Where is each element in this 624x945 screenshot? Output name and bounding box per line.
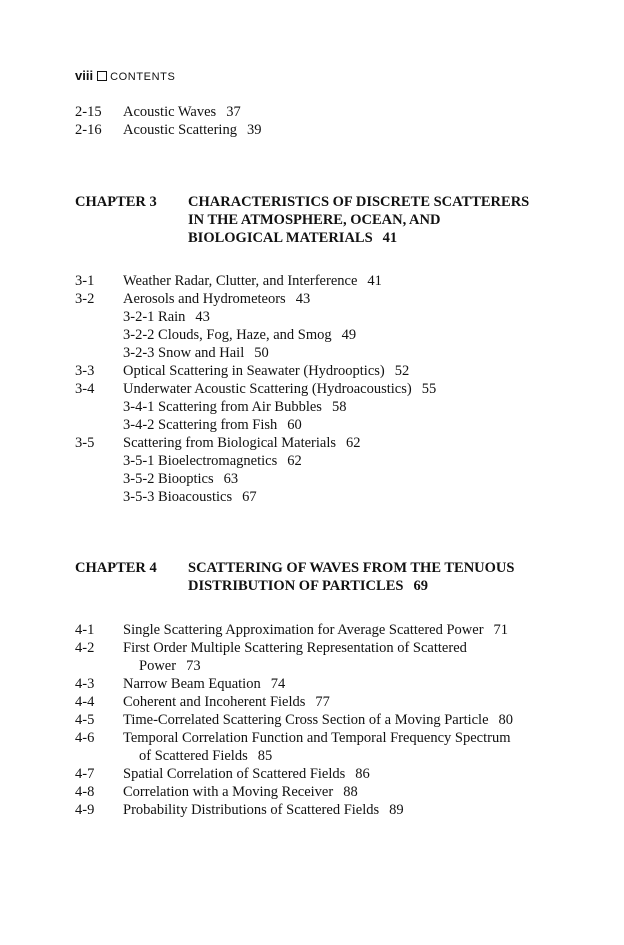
toc-entry-page: 74: [270, 676, 286, 692]
toc-entry-page: 43: [295, 291, 311, 307]
page-number: viii: [75, 68, 94, 83]
chapter-3-title-text: BIOLOGICAL MATERIALS: [188, 230, 373, 246]
toc-entry-number: 4-1: [75, 622, 95, 638]
toc-entry-page: 73: [186, 658, 201, 674]
toc-entry-page: 88: [343, 784, 358, 800]
toc-entry-page: 58: [331, 399, 347, 415]
toc-entry-number: 2-15: [75, 104, 102, 120]
toc-entry-page: 37: [226, 104, 241, 120]
toc-entry-page: 41: [367, 273, 382, 289]
toc-subentry-title: 3-5-3 Bioacoustics: [123, 489, 233, 505]
toc-entry-number: 4-3: [75, 676, 95, 692]
toc-entry-number: 4-9: [75, 802, 95, 818]
chapter-3-title-line-1: CHARACTERISTICS OF DISCRETE SCATTERERS: [188, 194, 530, 210]
toc-entry-page: 60: [287, 417, 302, 433]
toc-entry-page: 50: [254, 345, 269, 361]
running-head-section: CONTENTS: [110, 71, 176, 83]
chapter-3-label: CHAPTER 3: [75, 194, 157, 210]
toc-subentry-title: 3-2-1 Rain: [123, 309, 186, 325]
toc-entry-title: Spatial Correlation of Scattered Fields: [123, 766, 346, 782]
toc-entry-page: 85: [257, 748, 273, 764]
chapter-4-page: 69: [413, 578, 428, 594]
toc-subentry-title: 3-5-1 Bioelectromagnetics: [123, 453, 278, 469]
toc-entry-title: Scattering from Biological Materials: [123, 435, 337, 451]
toc-entry-title: Aerosols and Hydrometeors: [123, 291, 286, 307]
toc-entry-page: 77: [315, 694, 330, 710]
toc-entry-page: 43: [195, 309, 210, 325]
toc-entry-title-continued: Power: [139, 658, 177, 674]
toc-entry-title: Single Scattering Approximation for Average Scattered Power: [123, 622, 484, 638]
toc-entry-number: 4-6: [75, 730, 95, 746]
toc-entry-title: Acoustic Scattering: [123, 122, 237, 138]
toc-entry-number: 4-8: [75, 784, 95, 800]
toc-entry-title-continued: of Scattered Fields: [139, 748, 248, 764]
toc-entry-number: 3-2: [75, 291, 95, 307]
chapter-4-title-line-2: [188, 577, 428, 595]
toc-entry-number: 4-2: [75, 640, 95, 656]
toc-entry-page: 86: [355, 766, 370, 782]
toc-subentry-title: 3-5-2 Biooptics: [123, 471, 214, 487]
chapter-4-title-line-1: SCATTERING OF WAVES FROM THE TENUOUS: [188, 560, 515, 576]
toc-entry-page: 63: [223, 471, 239, 487]
toc-entry-page: 52: [394, 363, 410, 379]
chapter-3-page: 41: [382, 230, 398, 246]
chapter-3-title-line-2: IN THE ATMOSPHERE, OCEAN, AND: [188, 212, 441, 228]
toc-entry-page: 62: [287, 453, 302, 469]
toc-entry-title: Acoustic Waves: [123, 104, 217, 120]
chapter-3-title-line-3: [188, 229, 397, 247]
toc-entry-title: Time-Correlated Scattering Cross Section of a Moving Particle: [123, 712, 489, 728]
toc-entry-page: 67: [242, 489, 257, 505]
toc-entry-title: Probability Distributions of Scattered Fields: [123, 802, 380, 818]
toc-entry-title: Correlation with a Moving Receiver: [123, 784, 334, 800]
toc-entry-page: 71: [493, 622, 509, 638]
running-head: [75, 68, 175, 83]
toc-entry-title: Optical Scattering in Seawater (Hydrooptics): [123, 363, 385, 379]
toc-entry-number: 2-16: [75, 122, 102, 138]
toc-entry-number: 3-3: [75, 363, 95, 379]
toc-entry-page: 80: [498, 712, 514, 728]
toc-entry-page: 55: [421, 381, 437, 397]
toc-entry-title: Underwater Acoustic Scattering (Hydroacoustics): [123, 381, 412, 397]
toc-entry-number: 3-1: [75, 273, 95, 289]
toc-entry-title: Narrow Beam Equation: [123, 676, 261, 692]
chapter-4-title-text: DISTRIBUTION OF PARTICLES: [188, 578, 404, 594]
toc-entry-number: 4-4: [75, 694, 95, 710]
toc-entry-number: 4-5: [75, 712, 95, 728]
toc-entry-page: 89: [389, 802, 404, 818]
toc-entry-page: 39: [246, 122, 262, 138]
toc-subentry-title: 3-4-2 Scattering from Fish: [123, 417, 278, 433]
toc-subentry-title: 3-2-3 Snow and Hail: [123, 345, 245, 361]
chapter-4-label: CHAPTER 4: [75, 560, 157, 576]
toc-entry-title: First Order Multiple Scattering Representation of Scattered: [123, 640, 467, 656]
toc-entry-number: 3-5: [75, 435, 95, 451]
toc-subentry-title: 3-2-2 Clouds, Fog, Haze, and Smog: [123, 327, 332, 343]
toc-entry-page: 49: [341, 327, 357, 343]
toc-entry-title: Coherent and Incoherent Fields: [123, 694, 306, 710]
toc-entry-title: Weather Radar, Clutter, and Interference: [123, 273, 358, 289]
toc-subentry-title: 3-4-1 Scattering from Air Bubbles: [123, 399, 322, 415]
toc-entry-page: 62: [346, 435, 361, 451]
toc-entry-number: 4-7: [75, 766, 95, 782]
square-bullet-icon: [97, 71, 107, 81]
toc-entry-title: Temporal Correlation Function and Temporal Frequency Spectrum: [123, 730, 511, 746]
toc-entry-number: 3-4: [75, 381, 95, 397]
